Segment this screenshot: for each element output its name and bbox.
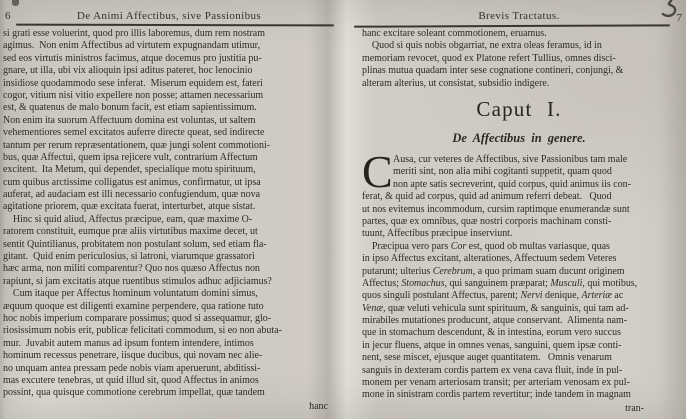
text-line: Quod si quis nobis obgarriat, ne extra oleas feramus, id in bbox=[362, 40, 602, 52]
chapter-heading: Caput I. bbox=[476, 97, 562, 121]
text-line: Venæ, quæ veluti vehicula sunt spirituum, & sanguinis, qui tam ad- bbox=[362, 302, 629, 314]
text-line: sentit Quintilianus, probitatem non postulant solum, sed etiam fla- bbox=[3, 238, 267, 250]
text-line: ratorem constituit, eumque præ aliis virtutibus maxime decet, ut bbox=[3, 226, 258, 238]
text-line: bus, quæ Affectui, quem ipsa rejicere vult, contrarium Affectum bbox=[3, 151, 258, 163]
text-line: rapiunt, si jam excitatis atque ruentibus stimulos adhuc adjiciamus? bbox=[3, 275, 272, 287]
text-line: mone in sinistram cordis partem revertitur; inde tandem in magnam bbox=[362, 389, 631, 401]
text-line: que in stomachum descendunt, & in intestina, eorum vero succus bbox=[362, 327, 621, 339]
catchword: hanc bbox=[309, 401, 328, 412]
right-intro-text bbox=[362, 28, 686, 90]
text-line: hæc arma, non militi comparentur? Quo nos quæso Affectus non bbox=[3, 263, 260, 275]
text-line: excitent. Ita Metum, qui dependet, specialique motu spirituum, bbox=[3, 164, 256, 176]
right-body-text bbox=[362, 146, 686, 402]
text-line: hominum recessus penetrare, iisque ducibus, qui novam nec alie- bbox=[3, 350, 263, 362]
text-line: cum quibus arctissime colligatus est animus, confirmatur, ut ipsa bbox=[3, 176, 261, 188]
text-line: ferat, & quid ad corpus, quid ad animum referri debeat. Quod bbox=[362, 191, 612, 203]
text-line: insidiose quodammodo sese inferat. Miserum equidem est, fateri bbox=[3, 77, 263, 89]
text-line: meriti sint, non alia mihi cogitanti suppetit, quam quod bbox=[393, 166, 612, 178]
text-line: Ausa, cur veteres de Affectibus, sive Passionibus tam male bbox=[393, 154, 628, 165]
text-line: Non enim ita suorum Affectuum domina est voluntas, ut saltem bbox=[3, 114, 256, 126]
text-line: partes, quæ ex omnibus, quæ nostri corporis machinam consti- bbox=[362, 215, 612, 227]
text-line: agimus. Non enim Affectibus ad virtutem expugnandam utimur, bbox=[3, 40, 261, 52]
right-running-title: Brevis Tractatus. bbox=[478, 10, 560, 22]
left-page-number: 6 bbox=[5, 10, 11, 22]
text-line: est, & quatenus de malo bonum facit, est etiam sapientissimum. bbox=[3, 102, 257, 114]
text-line: mas excutere tenebras, ut quid illud sit, quod Affectus in animos bbox=[3, 374, 259, 386]
text-line: in jecur fluens, atque in omnes venas, sanguini, quem ipsæ conti- bbox=[362, 339, 622, 351]
text-line: no unquam antea pressam pede nobis viam aperuerunt, abditissi- bbox=[3, 362, 261, 374]
text-line: gitant. Quid enim periculosius, si latroni, viarumque grassatori bbox=[3, 251, 255, 263]
text-line: possint, qua quisque commotione cerebrum impellat, quæ tandem bbox=[3, 387, 265, 399]
drop-cap: C bbox=[362, 146, 393, 197]
text-line: memoriam revocet, quod ex Platone refert Tullius, omnes disci- bbox=[362, 52, 616, 64]
text-line: gnare, ut illa, ubi vix alioquin ipsi aditus pateret, hoc lenocinio bbox=[3, 65, 253, 77]
text-line: hoc nobis imperium comparare possimus; quod si assequamur, glo- bbox=[3, 312, 272, 324]
text-line: Affectus; Stomachus, qui sanguinem præparat; Musculi, qui motibus, bbox=[362, 277, 638, 289]
text-line: quos singuli postulant Affectus, parent; Nervi denique, Arteriæ ac bbox=[362, 290, 624, 302]
text-line: si grati esse voluerint, quod pro illis laboremus, dum rem nostram bbox=[3, 28, 265, 39]
text-line: cogor, vitium nisi vitio expellere non posse; attamen necessarium bbox=[3, 89, 264, 101]
text-line: nent, sese miscet, ejusque auget quantitatem. Omnis venarum bbox=[362, 352, 612, 364]
text-line: monem per venam arteriosam transit; per arteriam venosam ex pul- bbox=[362, 377, 630, 389]
text-line: agitatione priorem, quæ excitata fuerat, interturbet, atque sistat. bbox=[3, 201, 256, 213]
text-line: in ipso Affectus excitant, alterationes, Affectuum sedem Veteres bbox=[362, 253, 617, 265]
text-line: putarunt; ulterius Cerebrum, a quo primam suam ducunt originem bbox=[362, 265, 625, 277]
text-line: alteram alterius, ut consistat, subsidio indigere. bbox=[362, 77, 550, 89]
text-line: riosissimum nobis erit, publicæ felicitati commodum, si eo non abuta- bbox=[3, 325, 282, 337]
text-line: ut nos evitemus incommodum, cursim raptimque enumerandæ sunt bbox=[362, 203, 630, 215]
left-body-text bbox=[3, 28, 338, 400]
right-page bbox=[352, 0, 686, 419]
text-line: Hinc si quid aliud, Affectus præcipue, eam, quæ maxime O- bbox=[3, 213, 253, 225]
catchword: tran- bbox=[625, 403, 644, 414]
right-page-number: 7 bbox=[676, 12, 682, 24]
text-line: Præcipua vero pars Cor est, quod ob multas variasque, quas bbox=[362, 240, 610, 252]
text-line: mirabiles mutationes producunt, atque conservant. Alimenta nam- bbox=[362, 315, 628, 327]
text-line: sanguis in dexteram cordis partem ex vena cava fluit, inde in pul- bbox=[362, 364, 623, 376]
text-line: plinas mutua quadam inter sese cognatione contineri, conjungi, & bbox=[362, 65, 624, 77]
text-line: non apte satis secreverint, quid corpus, quid animus iis con- bbox=[393, 178, 631, 190]
text-line: hanc excitare soleant commotionem, eruamus. bbox=[362, 28, 547, 39]
text-line: auferat, ad audaciam est illi necessario confugiendum, quæ nova bbox=[3, 189, 260, 201]
text-line: vehementiores semel excitatos auferre directe queat, sed indirecte bbox=[3, 127, 265, 139]
chapter-subheading: De Affectibus in genere. bbox=[452, 131, 586, 145]
text-line: sed eos virtutis ministros facimus, atque docemus pro justitia pu- bbox=[3, 52, 262, 64]
text-line: Cum itaque per Affectus hominum voluntatum domini simus, bbox=[3, 288, 258, 300]
text-line: æquum quoque est diligenti examine perpendere, qua ratione tuto bbox=[3, 300, 264, 312]
text-line: mur. Juvabit autem manus ad ipsum fontem intendere, intimos bbox=[3, 337, 254, 349]
left-header-rule bbox=[16, 24, 334, 27]
text-line: tuunt, Affectibus præcipue inserviunt. bbox=[362, 228, 513, 240]
text-line: tantum per rerum repræsentationem, quæ jungi solent commotioni- bbox=[3, 139, 271, 151]
left-running-title: De Animi Affectibus, sive Passionibus bbox=[76, 10, 262, 22]
left-page bbox=[0, 0, 338, 419]
